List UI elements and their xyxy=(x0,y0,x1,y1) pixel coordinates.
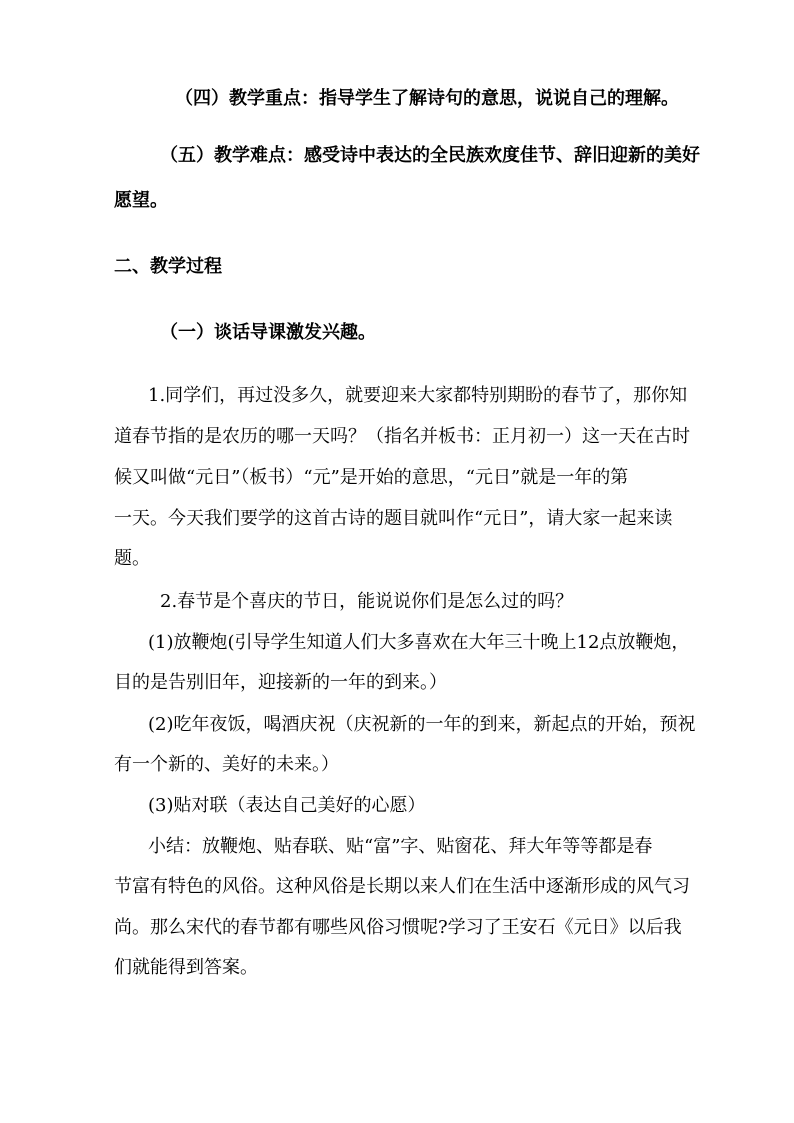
summary-line2: 节富有特色的风俗。这种风俗是长期以来人们在生活中逐渐形成的风气习 xyxy=(114,876,690,897)
item3: (3)贴对联（表达自己美好的心愿） xyxy=(148,795,426,816)
para2: 2.春节是个喜庆的节日，能说说你们是怎么过的吗？ xyxy=(160,591,574,612)
para1-line3: 候又叫做“元日”（板书）“元”是开始的意思，“元日”就是一年的第 xyxy=(114,467,629,488)
teaching-difficulty-line1: （五）教学难点：感受诗中表达的全民族欢度佳节、辞旧迎新的美好 xyxy=(160,145,700,166)
para1-line4: 一天。今天我们要学的这首古诗的题目就叫作“元日”，请大家一起来读 xyxy=(114,508,673,529)
item1-line2: 目的是告别旧年，迎接新的一年的到来。） xyxy=(114,672,447,693)
para1-line1: 1.同学们，再过没多久，就要迎来大家都特别期盼的春节了，那你知 xyxy=(148,385,688,406)
teaching-difficulty-line2: 愿望。 xyxy=(114,190,168,211)
subsection-heading-introduction: （一）谈话导课激发兴趣。 xyxy=(160,322,376,343)
para1-line5: 题。 xyxy=(114,548,150,569)
summary-line3: 尚。那么宋代的春节都有哪些风俗习惯呢?学习了王安石《元日》以后我 xyxy=(114,917,682,938)
summary-line1: 小结：放鞭炮、贴春联、贴“富”字、贴窗花、拜大年等等都是春 xyxy=(148,836,653,857)
para1-line2: 道春节指的是农历的哪一天吗？（指名并板书：正月初一）这一天在古时 xyxy=(114,426,690,447)
item2-line1: (2)吃年夜饭，喝酒庆祝（庆祝新的一年的到来，新起点的开始，预祝 xyxy=(148,714,696,735)
teaching-focus: （四）教学重点：指导学生了解诗句的意思，说说自己的理解。 xyxy=(175,88,679,109)
item1-line1: (1)放鞭炮(引导学生知道人们大多喜欢在大年三十晚上12点放鞭炮， xyxy=(148,632,690,653)
summary-line4: 们就能得到答案。 xyxy=(114,957,258,978)
section-heading-teaching-process: 二、教学过程 xyxy=(114,256,222,277)
item2-line2: 有一个新的、美好的未来。） xyxy=(114,754,339,775)
